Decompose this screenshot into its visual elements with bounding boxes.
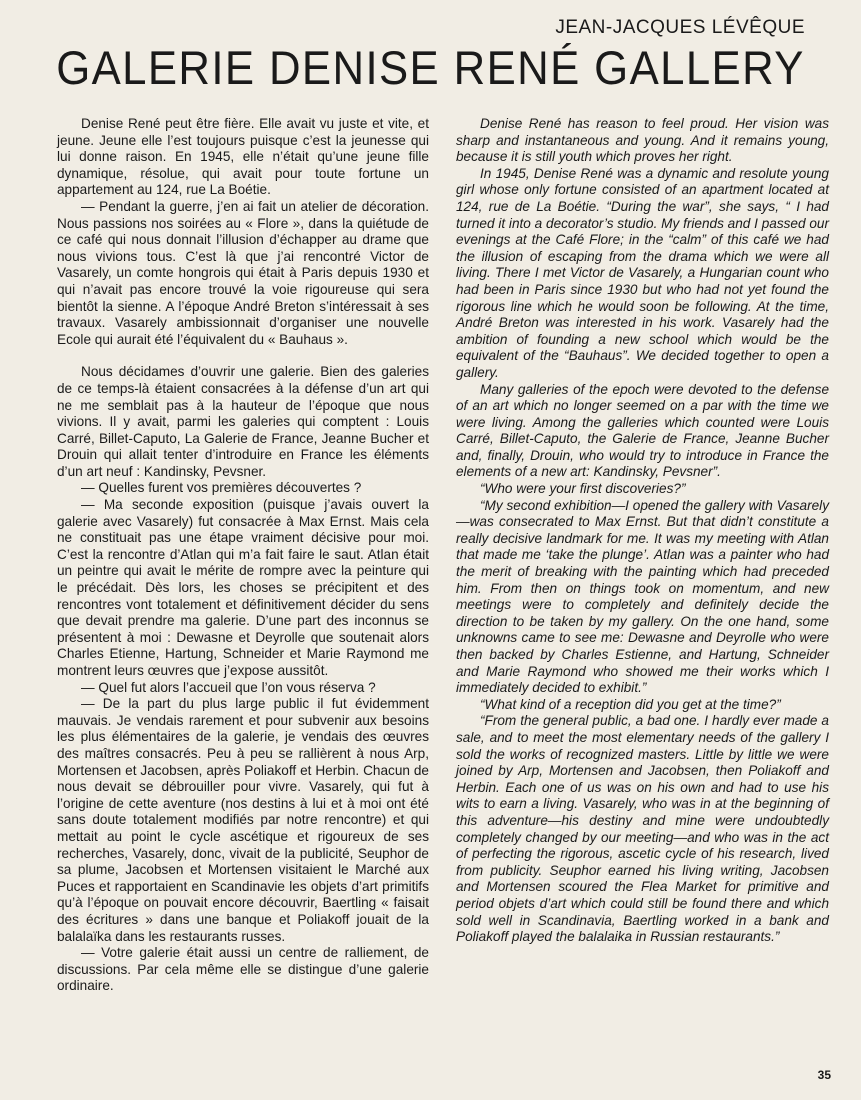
paragraph: — Pendant la guerre, j’en ai fait un atelier de décoration. Nous passions nos soirées au « Flore », dans la quiétude de ce café qui nous donnait l’illusion d’échapper au drame que nous vivions tous. C’est là que j’ai rencontré Victor de Vasarely, un comte hongrois qui était à Paris depuis 1930 et qui n’avait pas encore trouvé la voie rigoureuse qui sera bientôt la sienne. A l’époque André Breton s’intéressait à ses travaux. Vasarely ambissionnait d’organiser une nouvelle Ecole qui aurait été l’équivalent du « Bauhaus ». bbox=[57, 198, 429, 347]
paragraph: Denise René peut être fière. Elle avait vu juste et vite, et jeune. Jeune elle l’est toujours puisque c’est la jeunesse qui lui donne raison. En 1945, elle n’était qu’une jeune fille dynamique, résolue, qui avait pour toute fortune un appartement au 124, rue La Boétie. bbox=[57, 116, 429, 198]
paragraph: Denise René has reason to feel proud. Her vision was sharp and instantaneous and young. And it remains young, because it is still youth which proves her right. bbox=[456, 116, 829, 165]
article-title: GALERIE DENISE RENÉ GALLERY bbox=[56, 41, 805, 94]
paragraph: Nous décidames d’ouvrir une galerie. Bien des galeries de ce temps-là étaient consacrées à la défense d’un art qui ne me semblait pas à la hauteur de l’époque que nous vivions. Il y avait, parmi les galeries qui comptent : Louis Carré, Billet-Caputo, La Galerie de France, Jeanne Bucher et Drouin qui allait tenter d’introduire en France les éléments d’un art neuf : Kandinsky, Pevsner. bbox=[57, 364, 429, 479]
paragraph: “Who were your first discoveries?” bbox=[480, 481, 686, 497]
paragraph: Many galleries of the epoch were devoted to the defense of an art which no longer seemed on a par with the time we were living. Among the galleries which counted were Louis Carré, Billet-Caputo, the Galerie de France, Jeanne Bucher and, finally, Drouin, who would try to introduce in France the elements of a new art: Kandinsky, Pevsner”. bbox=[456, 381, 829, 480]
author-name: JEAN-JACQUES LÉVÊQUE bbox=[555, 17, 805, 38]
english-column bbox=[456, 116, 829, 946]
paragraph: — Quel fut alors l’accueil que l’on vous réserva ? bbox=[81, 679, 376, 695]
paragraph: “My second exhibition—I opened the gallery with Vasarely—was consecrated to Max Ernst. But that didn’t constitute a really decisive landmark for me. It was my meeting with Atlan that made me ‘take the plunge’. Atlan was a painter who had the merit of breaking with the painting which had preceded him. From then on things took on momentum, and new meetings were to completely and definitely decide the direction to be taken by my gallery. On the one hand, some unknowns came to see me: Dewasne and Deyrolle who were then backed by Charles Estienne, and Hartung, Schneider and Marie Raymond who showed me their works which I immediately decided to exhibit.” bbox=[456, 497, 829, 696]
paragraph: — Quelles furent vos premières découvertes ? bbox=[81, 480, 362, 496]
paragraph: — Votre galerie était aussi un centre de ralliement, de discussions. Par cela même elle se distingue d’une galerie ordinaire. bbox=[57, 945, 429, 994]
paragraph: — De la part du plus large public il fut évidemment mauvais. Je vendais rarement et pour subvenir aux besoins les plus élémentaires de la galerie, je vendais des œuvres des maîtres consacrés. Peu à peu se rallièrent à nous Arp, Mortensen et Jacobsen, après Poliakoff et Herbin. Chacun de nous devait se débrouiller pour vivre. Vasarely, qui fut à l’origine de cette aventure (nos destins à lui et à moi ont été sans doute totalement modifiés par notre rencontre) et qui mettait au point le cycle ascétique et rigoureux de ses recherches, Vasarely, donc, vivait de la publicité, Seuphor de sa plume, Jacobsen et Mortensen visitaient le Marché aux Puces et rapportaient en Scandinavie les objets d’art primitifs qu’à l’époque on pouvait encore découvrir, Baertling « faisait des écritures » dans une banque et Poliakoff jouait de la balalaïka dans les restaurants russes. bbox=[57, 696, 429, 944]
paragraph: “From the general public, a bad one. I hardly ever made a sale, and to meet the most elementary needs of the gallery I sold the works of recognized masters. Little by little we were joined by Arp, Mortensen and Jacobsen, then Poliakoff and Herbin. Each one of us was on his own and had to use his wits to earn a living. Vasarely, who was in at the beginning of this adventure—his destiny and mine were undoubtedly completely changed by our meeting—and who was in the act of perfecting the rigorous, ascetic cycle of his research, lived from publicity. Seuphor earned his living writing, Jacobsen and Mortensen scoured the Flea Market for primitive and period objets d’art which could still be found there and which sold well in Scandinavia, Baertling worked in a bank and Poliakoff played the balalaika in Russian restaurants.” bbox=[456, 713, 829, 945]
paragraph: — Ma seconde exposition (puisque j’avais ouvert la galerie avec Vasarely) fut consacrée à Max Ernst. Mais cela ne constituait pas une étape vraiment décisive pour moi. C’est la rencontre d’Atlan qui m’a fait faire le saut. Atlan était un peintre qui avait le mérite de rompre avec la peinture qui le précédait. Dès lors, les choses se précipitent et des rencontres vont totalement et définitivement décider du sens que devait prendre ma galerie. D’une part des inconnus se présentent à moi : Dewasne et Deyrolle que soutenait alors Charles Etienne, Hartung, Schneider et Marie Raymond me montrent leurs œuvres que j’expose aussitôt. bbox=[57, 497, 429, 678]
french-column bbox=[57, 116, 429, 995]
page-number: 35 bbox=[817, 1068, 831, 1082]
paragraph: In 1945, Denise René was a dynamic and resolute young girl whose only fortune consisted of an apartment located at 124, rue de La Boétie. “During the war”, she says, “ I had turned it into a decorator’s studio. My friends and I passed our evenings at the Café Flore; in the “calm” of this café we had the illusion of escaping from the drama which we were all living. There I met Victor de Vasarely, a Hungarian count who had been in Paris since 1930 but who had not yet found the rigorous line which he would soon be following. At the time, André Breton was interested in his work. Vasarely had the ambition of founding a new school which would be the equivalent of the “Bauhaus”. We decided together to open a gallery. bbox=[456, 165, 829, 380]
paragraph: “What kind of a reception did you get at the time?” bbox=[480, 696, 781, 712]
